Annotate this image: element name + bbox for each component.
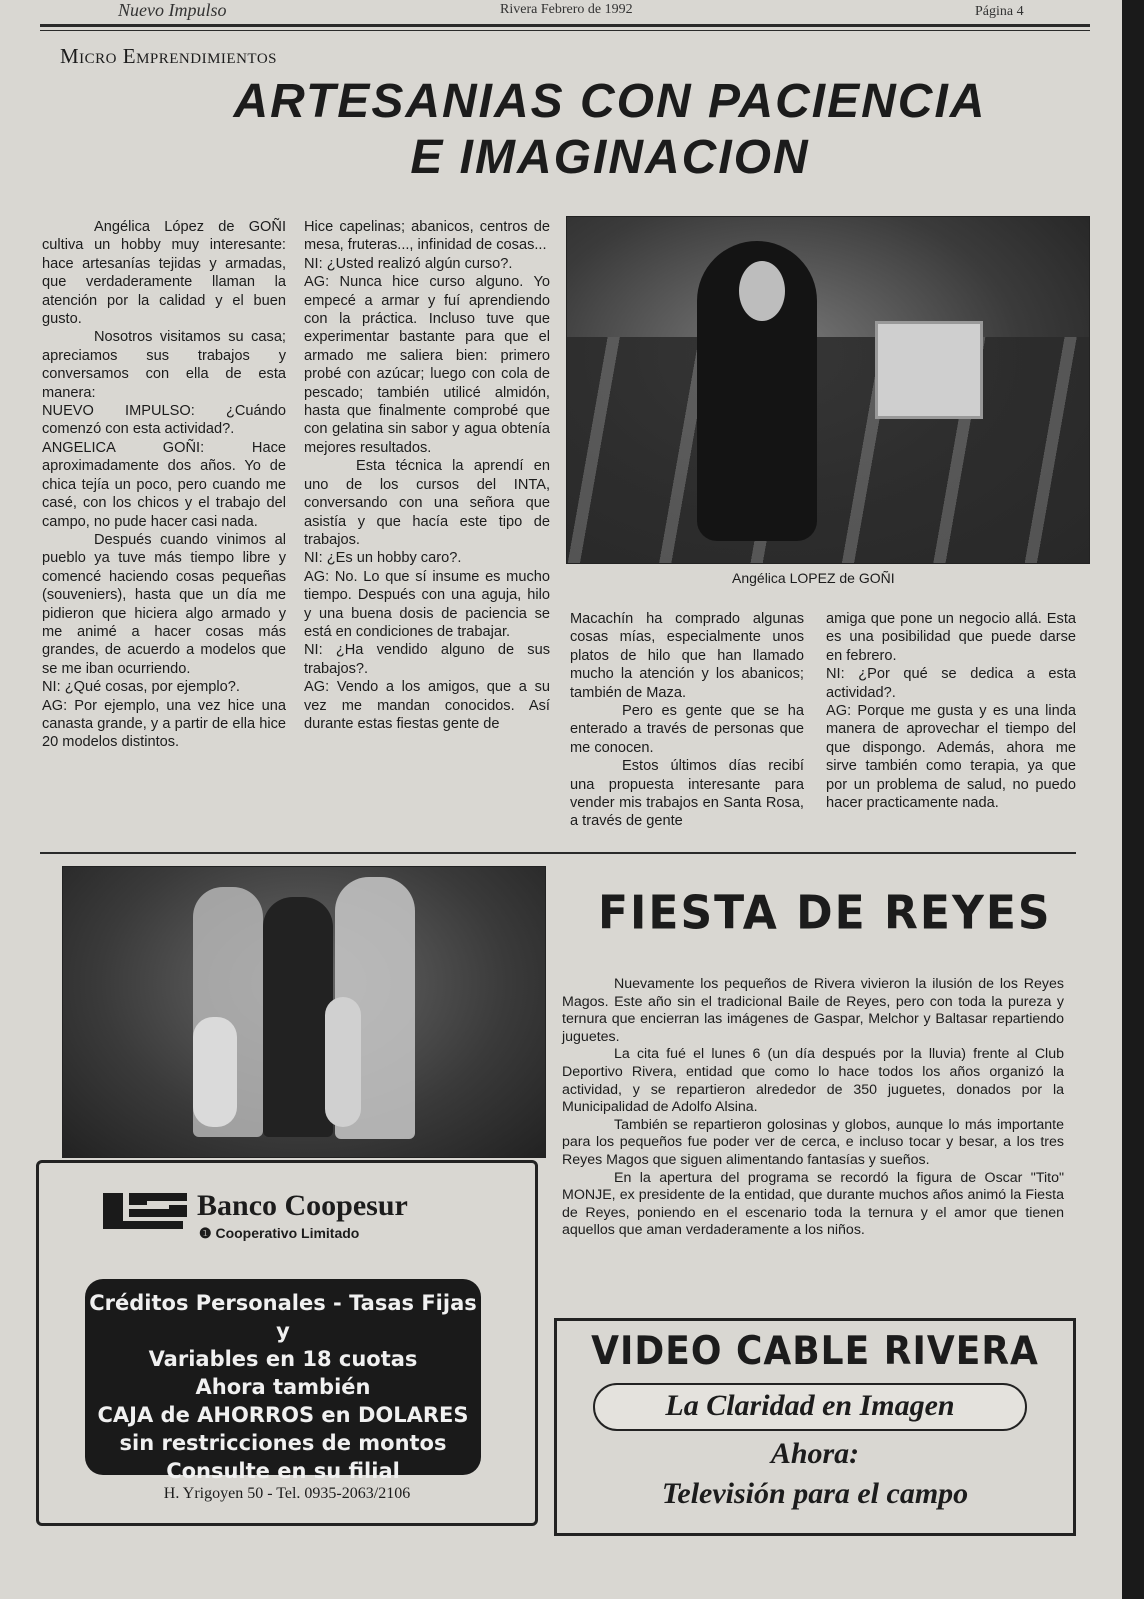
headline-line-2: E IMAGINACION	[410, 131, 810, 184]
paragraph: NI: ¿Usted realizó algún curso?.	[304, 255, 513, 272]
fiesta-title: FIESTA DE REYES	[598, 886, 1052, 941]
fiesta-photo	[62, 866, 546, 1158]
paragraph: NI: ¿Ha vendido alguno de sus trabajos?.	[304, 642, 550, 677]
paragraph: AG: Porque me gusta y es una linda manera de aprovechar el tiempo del que dispongo. Además, ahora me sirve también como terapia, ya que por un problema de salud, no puedo hacer practicamente nada.	[826, 703, 1076, 812]
masthead: Nuevo Impulso	[118, 0, 227, 20]
paragraph: NI: ¿Es un hobby caro?.	[304, 550, 462, 567]
article-column-2	[304, 218, 550, 733]
cable-now: Ahora:	[770, 1437, 860, 1470]
paragraph: AG: Por ejemplo, una vez hice una canasta grande, y a partir de ella hice 20 modelos distintos.	[42, 697, 286, 751]
cable-title: VIDEO CABLE RIVERA	[591, 1328, 1039, 1375]
article-column-4	[826, 610, 1076, 812]
paragraph: AG: No. Lo que sí insume es mucho tiempo. Después con una aguja, hilo y una buena dosis de paciencia se está en condiciones de trabajar.	[304, 568, 550, 640]
paragraph: Después cuando vinimos al pueblo ya tuve más tiempo libre y comencé haciendo cosas pequeñas (souveniers), hasta que un día me pidieron que hiciera algo armado y me animé a hacer cosas más grandes, de acuerdo a modelos que se me iban ocurriendo.	[42, 531, 286, 677]
paragraph: Pero es gente que se ha enterado a través de personas que me conocen.	[570, 703, 804, 756]
cable-advertisement	[554, 1318, 1076, 1536]
offer-line: Variables en 18 cuotas	[148, 1347, 418, 1371]
offer-line: Créditos Personales - Tasas Fijas y	[89, 1291, 477, 1343]
child-figure	[193, 1017, 237, 1127]
cable-slogan: La Claridad en Imagen	[665, 1389, 955, 1422]
paragraph: Macachín ha comprado algunas cosas mías, especialmente unos platos de hilo que han llamado mucho la atención y los abanicos; también de Maza.	[570, 611, 804, 701]
page-number: Página 4	[975, 4, 1024, 19]
paragraph: Angélica López de GOÑI cultiva un hobby muy interesante: hace artesanías tejidas y armadas, que verdaderamente llaman la atención por la calidad y el buen gusto.	[42, 219, 286, 328]
paragraph: Nuevamente los pequeños de Rivera vivieron la ilusión de los Reyes Magos. Este año sin el tradicional Baile de Reyes, pero con toda la pureza y ternura que encierran las imágenes de Gaspar, Melchor y Baltasar repartiendo juguetes.	[562, 976, 1064, 1045]
paragraph: ANGELICA GOÑI: Hace aproximadamente dos años. Yo de chica tejía un poco, pero cuando me casé, con los chicos y el trabajo del campo, no pude hacer casi nada.	[42, 439, 286, 530]
offer-line: CAJA de AHORROS en DOLARES	[97, 1403, 469, 1427]
bullet-icon: ❶	[199, 1225, 216, 1241]
cable-offer: Televisión para el campo	[661, 1477, 969, 1510]
paragraph: Esta técnica la aprendí en uno de los cursos del INTA, conversando con una señora que asistía y que hacía este tipo de trabajos.	[304, 458, 550, 548]
bank-offer-panel	[85, 1279, 481, 1483]
photo-caption: Angélica LOPEZ de GOÑI	[732, 570, 895, 586]
section-label: Micro Emprendimientos	[60, 44, 277, 68]
article-column-1	[42, 218, 286, 752]
paragraph: Hice capelinas; abanicos, centros de mesa, fruteras..., infinidad de cosas...	[304, 219, 550, 254]
offer-line: Ahora también	[195, 1375, 371, 1399]
bank-logo-icon	[99, 1189, 191, 1233]
paragraph: Estos últimos días recibí una propuesta interesante para vender mis trabajos en Santa Rosa, a través de gente	[570, 758, 804, 830]
bank-advertisement	[36, 1160, 538, 1526]
bank-address: H. Yrigoyen 50 - Tel. 0935-2063/2106	[163, 1485, 411, 1502]
issue-date: Rivera Febrero de 1992	[500, 2, 633, 17]
offer-line: Consulte en su filial	[166, 1459, 400, 1483]
paragraph: NUEVO IMPULSO: ¿Cuándo comenzó con esta actividad?.	[42, 403, 286, 438]
bank-subtitle	[199, 1225, 359, 1242]
bank-subtitle-text: Cooperativo Limitado	[215, 1225, 360, 1241]
offer-line: sin restricciones de montos	[119, 1431, 447, 1455]
portrait-photo	[566, 216, 1090, 564]
sofa-shape	[567, 337, 1089, 563]
coopesur-logo-icon	[99, 1189, 191, 1233]
paragraph: AG: Nunca hice curso alguno. Yo empecé a armar y fuí aprendiendo con la práctica. Incluso tuve que experimentar bastante para que el armado me saliera bien: primero probé con azúcar; luego con cola de pescado; también utilicé almidón, hasta que finalmente comprobé que con gelatina sin sabor y agua obtenía mejores resultados.	[304, 274, 550, 456]
article-column-3	[570, 610, 804, 831]
bank-name: Banco Coopesur	[197, 1189, 408, 1222]
headline-line-1: ARTESANIAS CON PACIENCIA	[233, 75, 987, 128]
paragraph: AG: Vendo a los amigos, que a su vez me mandan conocidos. Así durante estas fiestas gente de	[304, 679, 550, 732]
section-divider	[40, 852, 1076, 854]
king-figure	[263, 897, 333, 1137]
fiesta-article	[562, 976, 1064, 1240]
paragraph: Nosotros visitamos su casa; apreciamos sus trabajos y conversamos con ella de esta manera:	[42, 329, 286, 401]
face-shape	[739, 261, 785, 321]
paragraph: NI: ¿Qué cosas, por ejemplo?.	[42, 679, 240, 696]
cushion-shape	[875, 321, 983, 419]
paragraph: NI: ¿Por qué se dedica a esta actividad?.	[826, 666, 1076, 701]
paragraph: amiga que pone un negocio allá. Esta es una posibilidad que puede darse en febrero.	[826, 611, 1076, 664]
paragraph: La cita fué el lunes 6 (un día después por la lluvia) frente al Club Deportivo Rivera, entidad que como lo hace todos los años organizó la actividad, y se repartieron alrededor de 350 juguetes, donados por la Municipalidad de Adolfo Alsina.	[562, 1046, 1064, 1116]
header-rule	[40, 24, 1090, 27]
child-figure	[325, 997, 361, 1127]
header-rule-thin	[40, 30, 1090, 31]
paragraph: También se repartieron golosinas y globos, aunque lo más importante para los pequeños fue poder ver de cerca, e incluso tocar y besar, a los tres Reyes Magos que siguen alimentando fantasías y sueños.	[562, 1116, 1064, 1168]
article-headline	[140, 74, 1080, 186]
paragraph: En la apertura del programa se recordó la figura de Oscar "Tito" MONJE, ex presidente de la entidad, que durante muchos años animó la Fiesta de Reyes, poniendo en el escenario toda la ternura y el amor que tienen aquellos que aman verdaderamente a los niños.	[562, 1169, 1064, 1239]
